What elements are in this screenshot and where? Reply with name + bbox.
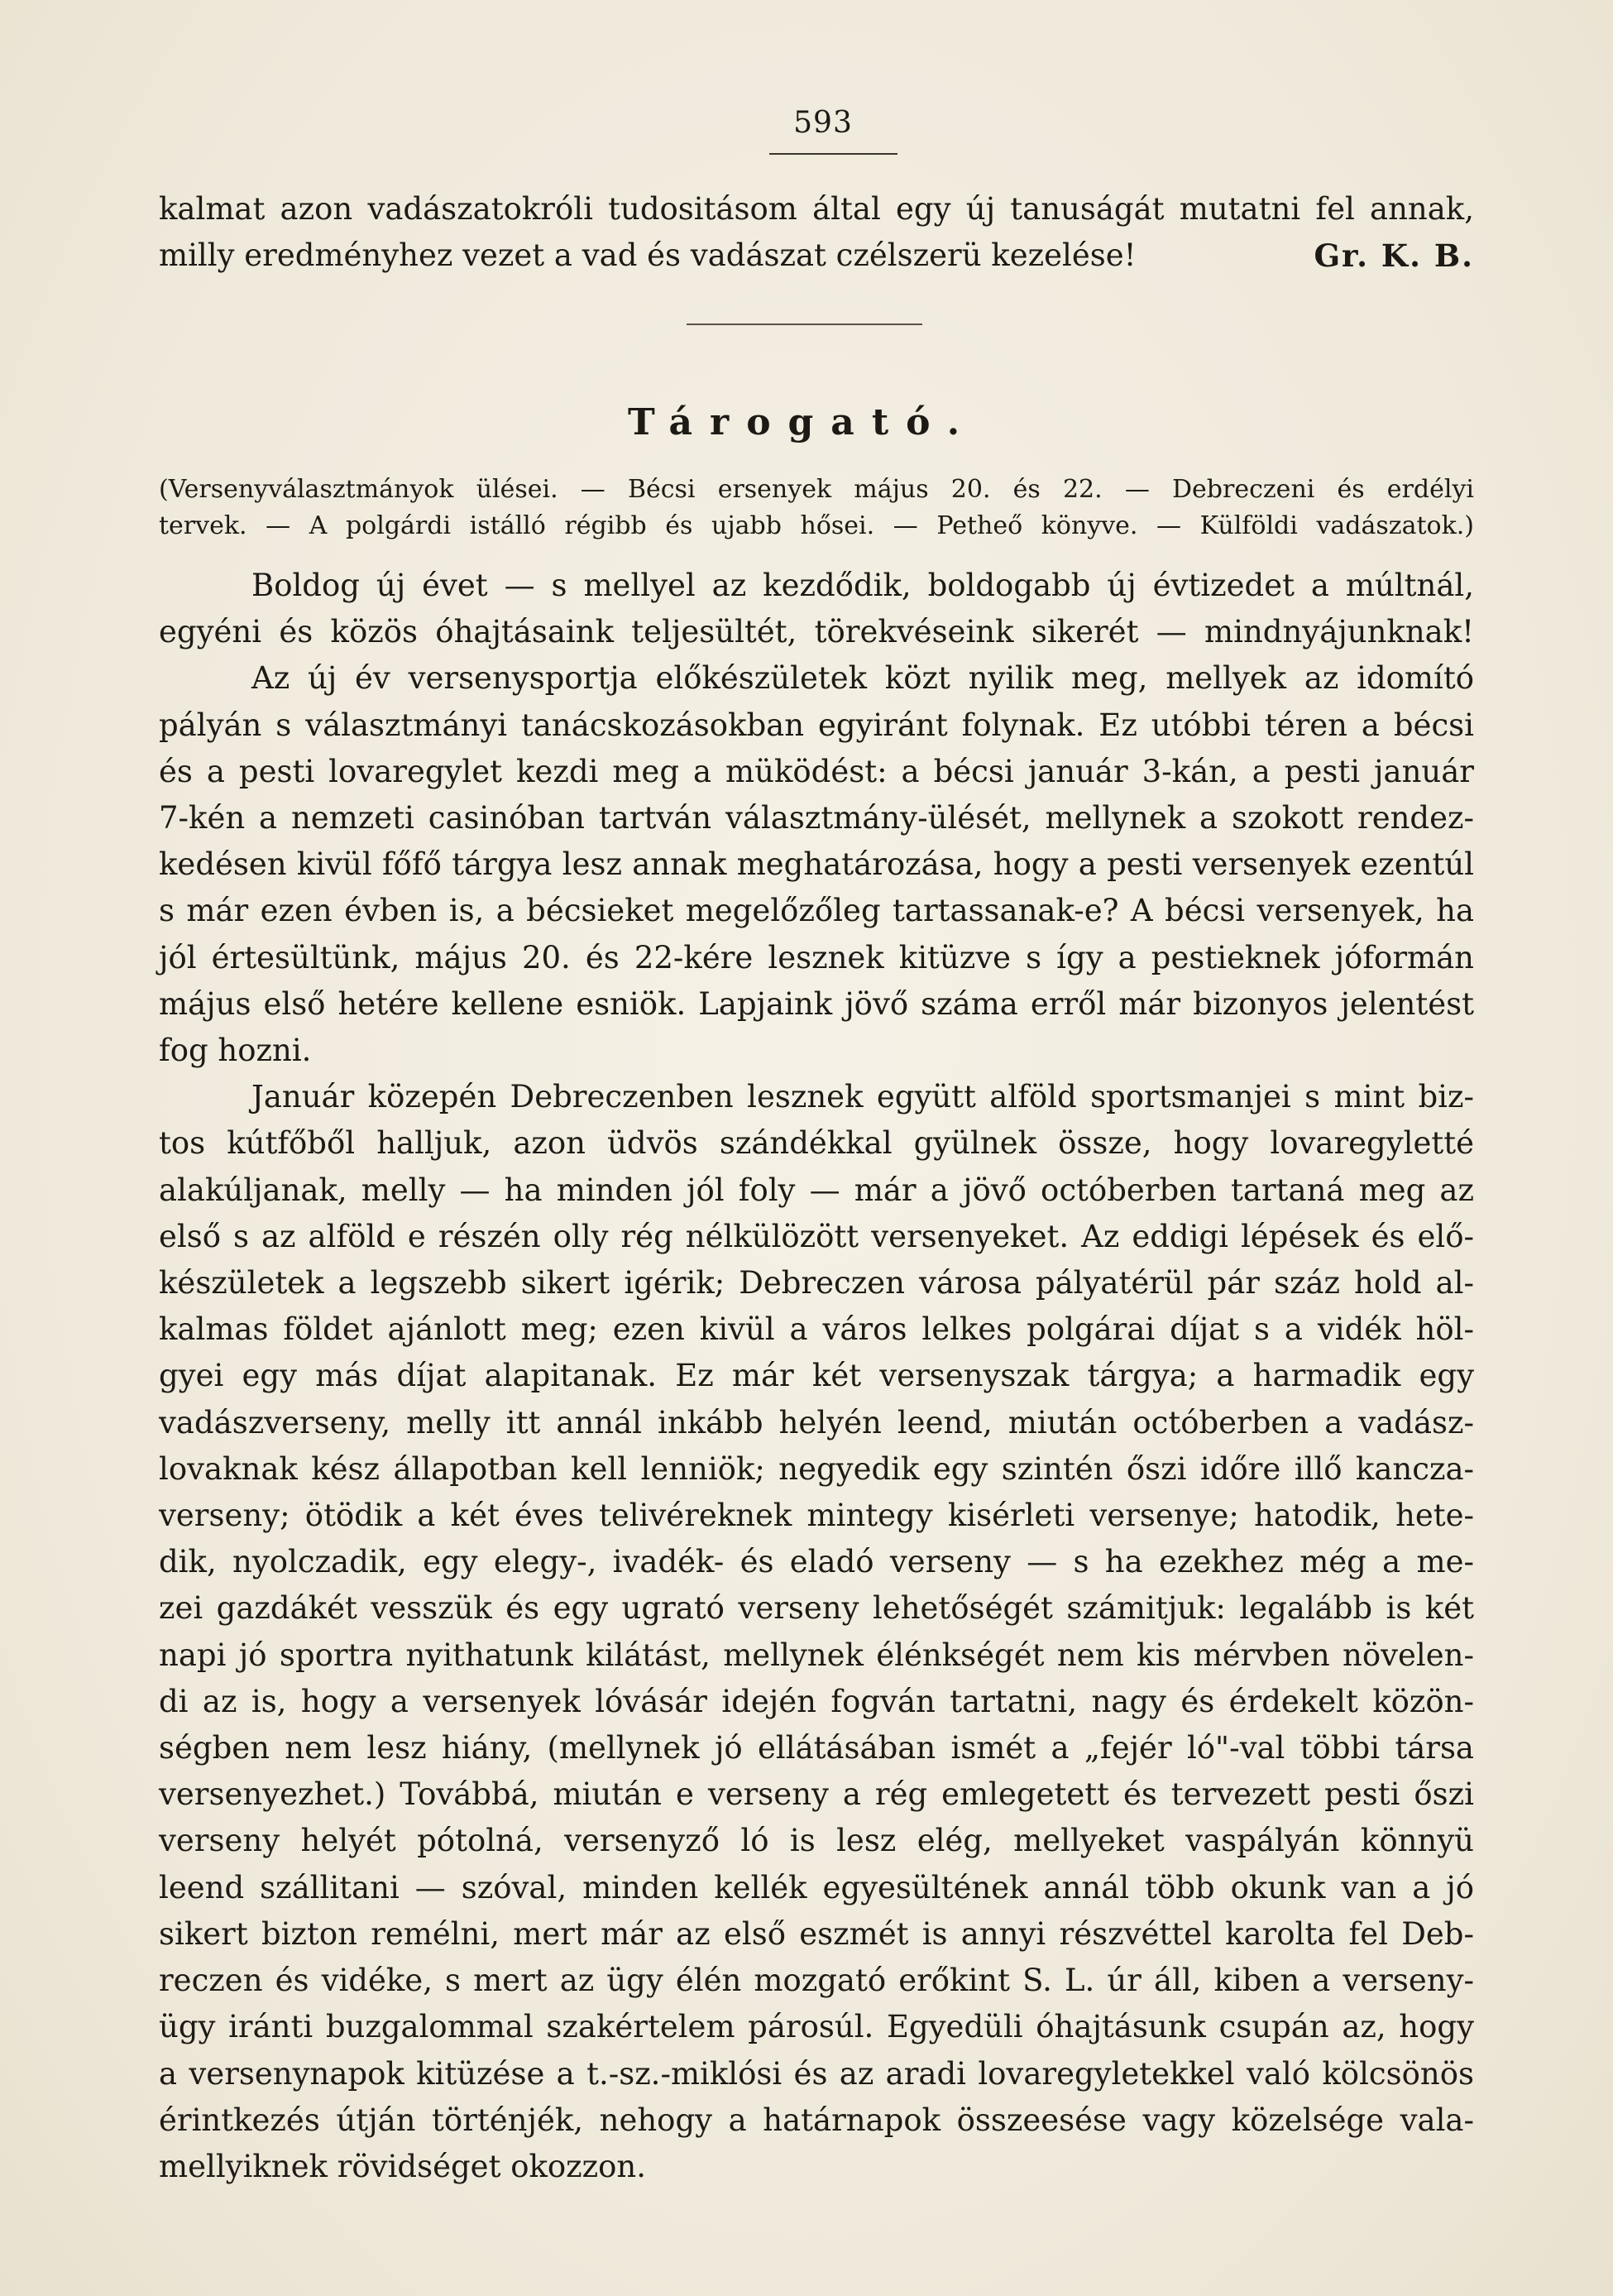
body-line: verseny; ötödik a két éves telivéreknek mintegy kisérleti versenye; hatodik, hete- (159, 1498, 1474, 1534)
body-line: május első hetére kellene esniök. Lapjaink jövő száma erről már bizonyos jelentést (159, 985, 1474, 1022)
body-line: di az is, hogy a versenyek lóvásár idején fogván tartatni, nagy és érdekelt közön- (159, 1683, 1474, 1719)
body-line: Boldog új évet — s mellyel az kezdődik, boldogabb új évtizedet a múltnál, (251, 568, 1474, 603)
body-line: versenyezhet.) Továbbá, miután e verseny a rég emlegetett és tervezett pesti őszi (159, 1776, 1474, 1813)
body-line: gyei egy más díjat alapitanak. Ez már két versenyszak tárgya; a harmadik egy (159, 1358, 1474, 1394)
body-line: lovaknak kész állapotban kell lenniök; negyedik egy szintén őszi időre illő kancza- (159, 1450, 1474, 1487)
body-line: dik, nyolczadik, egy elegy-, ivadék- és eladó verseny — s ha ezekhez még a me- (159, 1544, 1474, 1580)
body-line: zei gazdákét vesszük és egy ugrató verseny lehetőségét számitjuk: legalább is két (159, 1590, 1474, 1627)
previous-article-last-line (159, 232, 1474, 279)
article-body (159, 563, 1474, 2190)
header-rule (769, 153, 897, 155)
body-line: mellyiknek rövidséget okozzon. (159, 2148, 647, 2184)
body-line: Az új év versenysportja előkészületek közt nyilik meg, mellyek az idomító (251, 660, 1474, 697)
body-line: egyéni és közös óhajtásaink teljesültét, törekvéseink sikerét — mindnyájunknak! (159, 614, 1474, 650)
summary-line: tervek. — A polgárdi istálló régibb és ujabb hősei. — Petheő könyve. — Külföldi vadászatok.) (159, 511, 1474, 540)
body-line: a versenynapok kitüzése a t.-sz.-miklósi és az aradi lovaregyletekkel való kölcsönös (159, 2055, 1474, 2092)
body-line: első s az alföld e részén olly rég nélkülözött versenyeket. Az eddigi lépések és elő- (159, 1218, 1474, 1254)
section-divider-rule (687, 324, 922, 325)
body-line: sikert bizton remélni, mert már az első eszmét is annyi részvéttel karolta fel Deb- (159, 1915, 1474, 1952)
previous-article-ending (159, 186, 1474, 279)
body-line: érintkezés útján történjék, nehogy a határnapok összeesése vagy közelsége vala- (159, 2102, 1474, 2138)
body-line: jól értesültünk, május 20. és 22-kére lesznek kitüzve s így a pestieknek jóformán (159, 939, 1474, 975)
body-line: fog hozni. (159, 1033, 312, 1069)
page-number: 593 (793, 106, 853, 140)
body-line: Január közepén Debreczenben lesznek együtt alföld sportsmanjei s mint biz- (251, 1079, 1474, 1115)
body-line: készületek a legszebb sikert igérik; Debreczen városa pályatérül pár száz hold al- (159, 1265, 1474, 1301)
body-line: leend szállitani — szóval, minden kellék egyesültének annál több okunk van a jó (159, 1869, 1474, 1905)
body-line: verseny helyét pótolná, versenyző ló is lesz elég, mellyeket vaspályán könnyü (159, 1823, 1474, 1859)
body-line: pályán s választmányi tanácskozásokban egyiránt folynak. Ez utóbbi téren a bécsi (159, 707, 1474, 743)
body-line: s már ezen évben is, a bécsieket megelőzőleg tartassanak-e? A bécsi versenyek, ha (159, 893, 1474, 929)
section-title: Tárogató. (627, 401, 978, 443)
body-line: kalmas földet ajánlott meg; ezen kivül a város lelkes polgárai díjat s a vidék höl- (159, 1311, 1474, 1348)
body-line: ségben nem lesz hiány, (mellynek jó ellátásában ismét a „fejér ló"-val többi társa (159, 1730, 1474, 1766)
body-line: kedésen kivül főfő tárgya lesz annak meghatározása, hogy a pesti versenyek ezentúl (159, 846, 1474, 883)
previous-article-line: kalmat azon vadászatokróli tudositásom által egy új tanuságát mutatni fel annak, (159, 191, 1474, 227)
body-line: napi jó sportra nyithatunk kilátást, mellynek élénkségét nem kis mérvben növelen- (159, 1637, 1474, 1673)
body-line: vadászverseny, melly itt annál inkább helyén leend, miután octóberben a vadász- (159, 1404, 1474, 1440)
body-line: ügy iránti buzgalommal szakértelem párosúl. Egyedüli óhajtásunk csupán az, hogy (159, 2009, 1474, 2045)
section-summary (159, 472, 1474, 544)
body-line: alakúljanak, melly — ha minden jól foly — már a jövő octóberben tartaná meg az (159, 1172, 1474, 1208)
author-signature: Gr. K. B. (1314, 237, 1474, 274)
summary-line: (Versenyválasztmányok ülései. — Bécsi ersenyek május 20. és 22. — Debreczeni és erdélyi (159, 475, 1474, 504)
body-line: reczen és vidéke, s mert az ügy élén mozgató erőkint S. L. úr áll, kiben a verseny- (159, 1963, 1474, 1999)
previous-article-text: milly eredményhez vezet a vad és vadászat czélszerü kezelése! (159, 237, 1137, 273)
body-line: tos kútfőből halljuk, azon üdvös szándékkal gyülnek össze, hogy lovaregyletté (159, 1125, 1474, 1162)
body-line: és a pesti lovaregylet kezdi meg a müködést: a bécsi január 3-kán, a pesti január (159, 753, 1474, 789)
body-line: 7-kén a nemzeti casinóban tartván választmány-ülését, mellynek a szokott rendez- (159, 800, 1474, 836)
